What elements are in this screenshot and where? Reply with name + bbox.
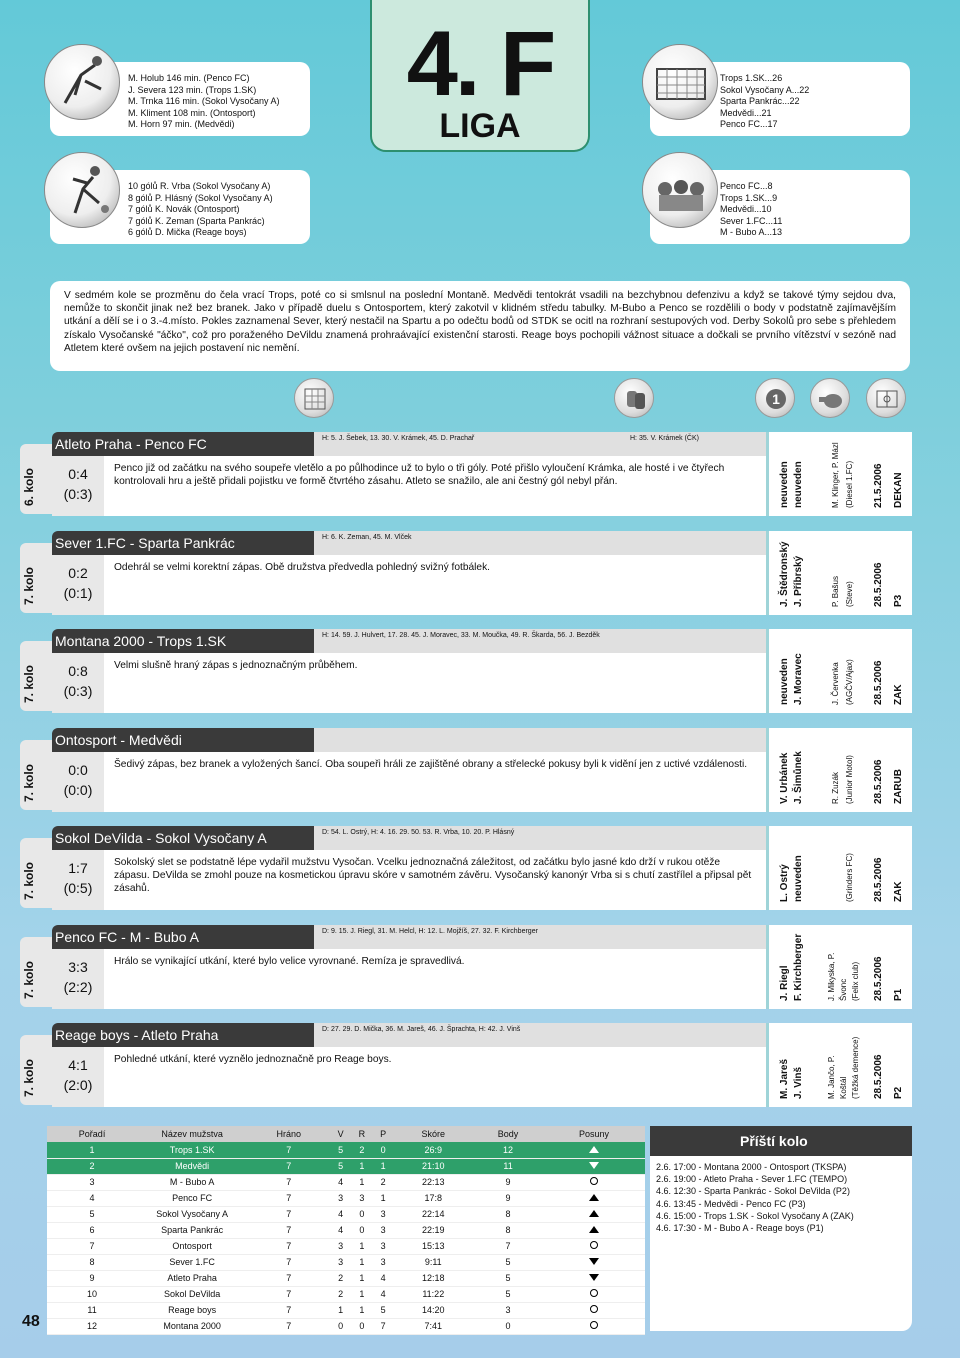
best-player-icon [755,378,795,418]
wins: 2 [330,1270,350,1286]
standings-row [47,1158,645,1174]
match-title: Penco FC - M - Bubo A [52,925,314,949]
match-scorers [314,432,766,456]
match-details [766,1023,912,1107]
score-box [52,752,104,812]
move-down-icon [589,1274,599,1281]
halftime-score: (0:0) [63,782,93,798]
draws: 0 [351,1318,373,1334]
draws: 3 [351,1190,373,1206]
fixture: 4.6. 15:00 - Trops 1.SK - Sokol Vysočany A (ZAK) [656,1210,854,1221]
standings-row [47,1222,645,1238]
match-scorers [314,925,766,949]
points: 11 [473,1158,543,1174]
match-title: Montana 2000 - Trops 1.SK [52,629,314,653]
best-player-1: L. Ostrý [779,864,790,902]
match-summary: Pohledné utkání, které vyznělo jednoznačně pro Reage boys. [104,1047,766,1107]
home-scorers: D: 54. L. Ostrý, H: 4. 16. 29. 50. 53. R. Vrba, 10. 20. P. Hlásný [322,829,515,836]
losses: 0 [373,1142,393,1158]
match-card [20,728,912,818]
team-name: Sokol DeVilda [137,1286,247,1302]
match-scorers [314,826,766,850]
move [543,1206,645,1222]
goal-score: 22:14 [393,1206,473,1222]
draws: 1 [351,1238,373,1254]
referee-line-2: Švonc [839,978,848,1001]
played: 7 [247,1158,330,1174]
final-score: 4:1 [68,1057,88,1073]
match-summary: Odehrál se velmi korektní zápas. Obě družstva předvedla pohledný svižný fotbálek. [104,555,766,615]
next-round-list [656,1161,854,1234]
round-label: 7. kolo [22,566,36,605]
standings-row [47,1318,645,1334]
score-box [52,456,104,516]
position: 9 [47,1270,137,1286]
points: 9 [473,1190,543,1206]
best-player-2: neuveden [793,855,804,902]
col-wins: V [330,1126,350,1142]
fixture: 4.6. 13:45 - Medvědi - Penco FC (P3) [656,1198,806,1209]
team-name: Trops 1.SK [137,1142,247,1158]
defense-wall-icon [642,152,718,228]
best-player-2: neuveden [793,461,804,508]
page-number: 48 [22,1313,40,1330]
best-player-1: neuveden [779,658,790,705]
match-summary: Penco již od začátku na svého soupeře vletělo a po půlhodince už to bylo o tři góly. Poté přišlo vyloučení Krámka, ale hosté i ve čtyřech kontrolovali hru a ještě přidali pojistku ve formě čtvrtého zásahu. Atleto se snažilo, ale ani čestný gól nebyl přán. [104,456,766,516]
match-title: Ontosport - Medvědi [52,728,314,752]
team-name: Reage boys [137,1302,247,1318]
draws: 1 [351,1158,373,1174]
match-field: P3 [893,594,904,607]
fixture: 2.6. 17:00 - Montana 2000 - Ontosport (TKSPA) [656,1162,847,1172]
match-title: Sokol DeVilda - Sokol Vysočany A [52,826,314,850]
move [543,1302,645,1318]
col-team: Název mužstva [137,1126,247,1142]
move-up-icon [589,1210,599,1217]
match-date: 28.5.2006 [873,562,884,607]
scorer-list: 10 gólů R. Vrba (Sokol Vysočany A) 8 gólů P. Hlásný (Sokol Vysočany A) 7 gólů K. Novák (Ontosport) 7 gólů K. Zeman (Sparta Pankrác) 6 gólů D. Mička (Reage boys) [128,181,273,237]
halftime-score: (0:3) [63,486,93,502]
final-score: 0:0 [68,762,88,778]
losses: 4 [373,1286,393,1302]
points: 12 [473,1142,543,1158]
league-word: LIGA [439,107,521,145]
match-title: Reage boys - Atleto Praha [52,1023,314,1047]
team-name: Medvědi [137,1158,247,1174]
points: 5 [473,1286,543,1302]
referee-line-1: R. Zuzák [831,771,840,804]
match-field: P1 [893,988,904,1001]
referee-club: (Diesel 1.FC) [845,460,854,508]
points: 8 [473,1222,543,1238]
standings-body [47,1142,645,1334]
halftime-score: (0:1) [63,585,93,601]
match-card [20,826,912,916]
score-box [52,555,104,615]
halftime-score: (0:3) [63,683,93,699]
match-card [20,629,912,719]
defense-list: Penco FC...8 Trops 1.SK...9 Medvědi...10 Sever 1.FC...11 M - Bubo A...13 [720,181,783,237]
referee-line-1: M. Klinger, P. Mázl [831,442,840,508]
goal-score: 21:10 [393,1158,473,1174]
wins: 3 [330,1254,350,1270]
goal-score: 12:18 [393,1270,473,1286]
standings-table [47,1126,645,1335]
best-player-2: J. Vinš [793,1066,804,1099]
draws: 0 [351,1222,373,1238]
points: 8 [473,1206,543,1222]
goal-score: 26:9 [393,1142,473,1158]
match-title: Atleto Praha - Penco FC [52,432,314,456]
match-scorers [314,531,766,555]
draws: 1 [351,1302,373,1318]
match-card [20,432,912,522]
played: 7 [247,1174,330,1190]
halftime-score: (2:2) [63,979,93,995]
points: 5 [473,1270,543,1286]
no-change-icon [590,1321,598,1329]
match-card [20,925,912,1015]
wins: 0 [330,1318,350,1334]
losses: 3 [373,1254,393,1270]
svg-text:1: 1 [772,391,780,407]
goal-score: 11:22 [393,1286,473,1302]
home-scorers: H: 14. 59. J. Hulvert, 17. 28. 45. J. Moravec, 33. M. Moučka, 49. R. Škarda, 56. J. Bezděk [322,632,600,639]
best-player-1: V. Urbánek [779,752,790,804]
draws: 2 [351,1142,373,1158]
goal-score: 14:20 [393,1302,473,1318]
referee-line-1: J. Červenka [831,662,840,705]
played: 7 [247,1206,330,1222]
no-change-icon [590,1177,598,1185]
position: 10 [47,1286,137,1302]
losses: 4 [373,1270,393,1286]
move [543,1270,645,1286]
match-details [766,925,912,1009]
goal-score: 9:11 [393,1254,473,1270]
referee-line-1: P. Bašus [831,576,840,607]
wins: 4 [330,1206,350,1222]
goal-net-icon [642,44,718,120]
standings-row [47,1286,645,1302]
fixture: 4.6. 17:30 - M - Bubo A - Reage boys (P1) [656,1223,824,1234]
draws: 0 [351,1206,373,1222]
wins: 5 [330,1158,350,1174]
round-label: 6. kolo [22,467,36,506]
move [543,1190,645,1206]
played: 7 [247,1270,330,1286]
move-up-icon [589,1226,599,1233]
team-name: Ontosport [137,1238,247,1254]
col-draws: R [351,1126,373,1142]
wins: 3 [330,1238,350,1254]
goalkeeper-list: M. Holub 146 min. (Penco FC) J. Severa 123 min. (Trops 1.SK) M. Trnka 116 min. (Sokol Vysočany A) M. Kliment 108 min. (Ontosport) M. Horn 97 min. (Medvědi) [128,73,280,129]
played: 7 [247,1222,330,1238]
team-name: Atleto Praha [137,1270,247,1286]
home-scorers: D: 27. 29. D. Mička, 36. M. Jareš, 46. J. Šprachta, H: 42. J. Vinš [322,1026,521,1033]
league-number: 4. F [406,13,554,115]
position: 12 [47,1318,137,1334]
match-scorers [314,1023,766,1047]
played: 7 [247,1302,330,1318]
standings-row [47,1270,645,1286]
move [543,1318,645,1334]
played: 7 [247,1142,330,1158]
position: 3 [47,1174,137,1190]
best-player-1: J. Štědronský [779,541,790,607]
no-change-icon [590,1305,598,1313]
move-up-icon [589,1194,599,1201]
match-date: 28.5.2006 [873,660,884,705]
final-score: 1:7 [68,860,88,876]
final-score: 0:8 [68,663,88,679]
halftime-score: (2:0) [63,1077,93,1093]
match-field: P2 [893,1086,904,1099]
fixture: 2.6. 19:00 - Atleto Praha - Sever 1.FC (TEMPO) [656,1174,848,1185]
best-player-1: J. Riegl [779,965,790,1001]
move [543,1254,645,1270]
best-player-2: J. Příbrský [793,555,804,607]
move [543,1222,645,1238]
losses: 3 [373,1206,393,1222]
round-label: 7. kolo [22,861,36,900]
match-date: 28.5.2006 [873,1054,884,1099]
standings-row [47,1238,645,1254]
best-player-1: M. Jareš [779,1058,790,1099]
played: 7 [247,1238,330,1254]
col-position: Pořadí [47,1126,137,1142]
position: 11 [47,1302,137,1318]
draws: 1 [351,1254,373,1270]
points: 3 [473,1302,543,1318]
referee-club: (Těžká demence) [851,1036,860,1099]
referee-club: (Felix club) [851,961,860,1001]
referee-club: (Junior Motol) [845,755,854,804]
losses: 7 [373,1318,393,1334]
match-date: 28.5.2006 [873,857,884,902]
move-down-icon [589,1258,599,1265]
match-scorers [314,728,766,752]
position: 6 [47,1222,137,1238]
home-scorers: H: 6. K. Zeman, 45. M. Vlček [322,534,412,541]
round-label: 7. kolo [22,1058,36,1097]
match-summary: Šedivý zápas, bez branek a vyložených šancí. Oba soupeři hráli ze zajištěné obrany a střelecké pokusy byli k vidění jen z uctivé vzdálenosti. [104,752,766,812]
goal-score: 22:19 [393,1222,473,1238]
score-box [52,1047,104,1107]
gloves-icon [614,378,654,418]
match-details [766,432,912,516]
goal-score: 22:13 [393,1174,473,1190]
position: 5 [47,1206,137,1222]
attack-list: Trops 1.SK...26 Sokol Vysočany A...22 Sparta Pankrác...22 Medvědi...21 Penco FC...17 [720,73,810,129]
col-moves: Posuny [543,1126,645,1142]
match-scorers [314,629,766,653]
final-score: 0:4 [68,466,88,482]
match-date: 21.5.2006 [873,463,884,508]
match-details [766,629,912,713]
score-box [52,850,104,910]
match-field: ZAK [893,684,904,705]
home-scorers: H: 5. J. Šebek, 13. 30. V. Krámek, 45. D. Prachař [322,435,475,442]
goals-grid-icon [294,378,334,418]
losses: 2 [373,1174,393,1190]
standings-row [47,1174,645,1190]
points: 0 [473,1318,543,1334]
wins: 3 [330,1190,350,1206]
no-change-icon [590,1289,598,1297]
position: 7 [47,1238,137,1254]
standings-header-row [47,1126,645,1142]
played: 7 [247,1286,330,1302]
match-card [20,1023,912,1113]
points: 7 [473,1238,543,1254]
played: 7 [247,1190,330,1206]
col-played: Hráno [247,1126,330,1142]
losses: 1 [373,1158,393,1174]
wins: 4 [330,1222,350,1238]
match-field: DEKAN [893,472,904,508]
goal-score: 17:8 [393,1190,473,1206]
position: 1 [47,1142,137,1158]
goal-score: 7:41 [393,1318,473,1334]
round-report: V sedmém kole se prozměnu do čela vrací Trops, poté co si smlsnul na poslední Montaně. Medvědi tentokrát vsadili na bezchybnou defenzivu a když se takové týmy sejdou dva, nemůže to skončit jinak než bez branek. Jako v případě duelu s Ontosportem, který zakotvil v klidném středu tabulky. M-Bubo a Penco se rozdělili o body v podstatně zajímavějším utkání a dělí se i o 3.-4.místo. Pokles zaznamenal Sever, který nestačil na Spartu a po odečtu bodů od STDK se ocitl na rozhraní sestupových vod. Derby Sokolů pro sebe s přehledem získalo Vysočanské "áčko", což pro poraženého DeVildu znamená prohraávající existenční starosti. Reage boys pochopili vážnost situace a dočkali se prvního vítězství v sezóně nad Atletem které ovšem na jejich postavení nic nemění. [50,281,910,371]
referee-line-2: Koštál [839,1076,848,1099]
wins: 2 [330,1286,350,1302]
col-score: Skóre [393,1126,473,1142]
move-down-icon [589,1162,599,1169]
best-player-2: J. Šimůnek [793,751,804,804]
draws: 1 [351,1270,373,1286]
fixture: 4.6. 12:30 - Sparta Pankrác - Sokol DeVilda (P2) [656,1186,850,1197]
wins: 4 [330,1174,350,1190]
losses: 3 [373,1238,393,1254]
round-label: 7. kolo [22,664,36,703]
best-player-2: J. Moravec [793,653,804,705]
draws: 1 [351,1174,373,1190]
next-round-box [650,1126,912,1331]
whistle-icon [810,378,850,418]
team-name: Sokol Vysočany A [137,1206,247,1222]
losses: 1 [373,1190,393,1206]
standings-row [47,1142,645,1158]
points: 5 [473,1254,543,1270]
draws: 1 [351,1286,373,1302]
match-date: 28.5.2006 [873,956,884,1001]
points: 9 [473,1174,543,1190]
halftime-score: (0:5) [63,880,93,896]
score-box [52,653,104,713]
home-scorers: D: 9. 15. J. Riegl, 31. M. Helcl, H: 12. L. Mojžíš, 27. 32. F. Kirchberger [322,928,538,935]
losses: 3 [373,1222,393,1238]
wins: 5 [330,1142,350,1158]
team-name: Sparta Pankrác [137,1222,247,1238]
match-summary: Sokolský slet se podstatně lépe vydařil mužstvu Vysočan. Vcelku jednoznačná záležitost, od začátku bylo jasné kdo drží v rukou otěže zápasu. DeVilda se zmohl pouze na kosmetickou úpravu skóre v samotném závěru. Vysočanský kanonýr Vrba si s chutí zastřílel a připsal pět zásahů. [104,850,766,910]
round-label: 7. kolo [22,960,36,999]
position: 8 [47,1254,137,1270]
referee-club: (Steve) [845,581,854,607]
team-name: Sever 1.FC [137,1254,247,1270]
kicker-icon [44,152,120,228]
move [543,1142,645,1158]
match-details [766,728,912,812]
played: 7 [247,1318,330,1334]
score-box [52,949,104,1009]
goalkeeper-icon [44,44,120,120]
col-losses: P [373,1126,393,1142]
referee-club: (Grinders FC) [845,853,854,902]
match-details [766,826,912,910]
match-summary: Velmi slušně hraný zápas s jednoznačným průběhem. [104,653,766,713]
final-score: 3:3 [68,959,88,975]
match-card [20,531,912,621]
move-up-icon [589,1146,599,1153]
best-player-2: F. Kirchberger [793,933,804,1001]
wins: 1 [330,1302,350,1318]
no-change-icon [590,1241,598,1249]
pitch-icon [866,378,906,418]
losses: 5 [373,1302,393,1318]
standings-row [47,1190,645,1206]
match-title: Sever 1.FC - Sparta Pankrác [52,531,314,555]
standings-row [47,1254,645,1270]
referee-line-1: J. Mikyska, P. [827,952,836,1001]
team-name: Penco FC [137,1190,247,1206]
best-player-1: neuveden [779,461,790,508]
round-label: 7. kolo [22,763,36,802]
move [543,1238,645,1254]
next-round-title: Příští kolo [650,1126,912,1156]
move [543,1286,645,1302]
league-title-panel [370,0,590,152]
match-field: ZAK [893,881,904,902]
standings-row [47,1302,645,1318]
referee-line-1: M. Jančo, P. [827,1055,836,1099]
away-scorers: H: 35. V. Krámek (ČK) [630,435,699,442]
match-date: 28.5.2006 [873,759,884,804]
referee-club: (AGČV/Ajax) [845,659,854,705]
col-points: Body [473,1126,543,1142]
team-name: Montana 2000 [137,1318,247,1334]
match-field: ZARUB [893,769,904,804]
goal-score: 15:13 [393,1238,473,1254]
position: 4 [47,1190,137,1206]
move [543,1158,645,1174]
match-summary: Hrálo se vynikající utkání, které bylo velice vyrovnané. Remíza je spravedlivá. [104,949,766,1009]
position: 2 [47,1158,137,1174]
final-score: 0:2 [68,565,88,581]
move [543,1174,645,1190]
standings-row [47,1206,645,1222]
team-name: M - Bubo A [137,1174,247,1190]
match-details [766,531,912,615]
played: 7 [247,1254,330,1270]
